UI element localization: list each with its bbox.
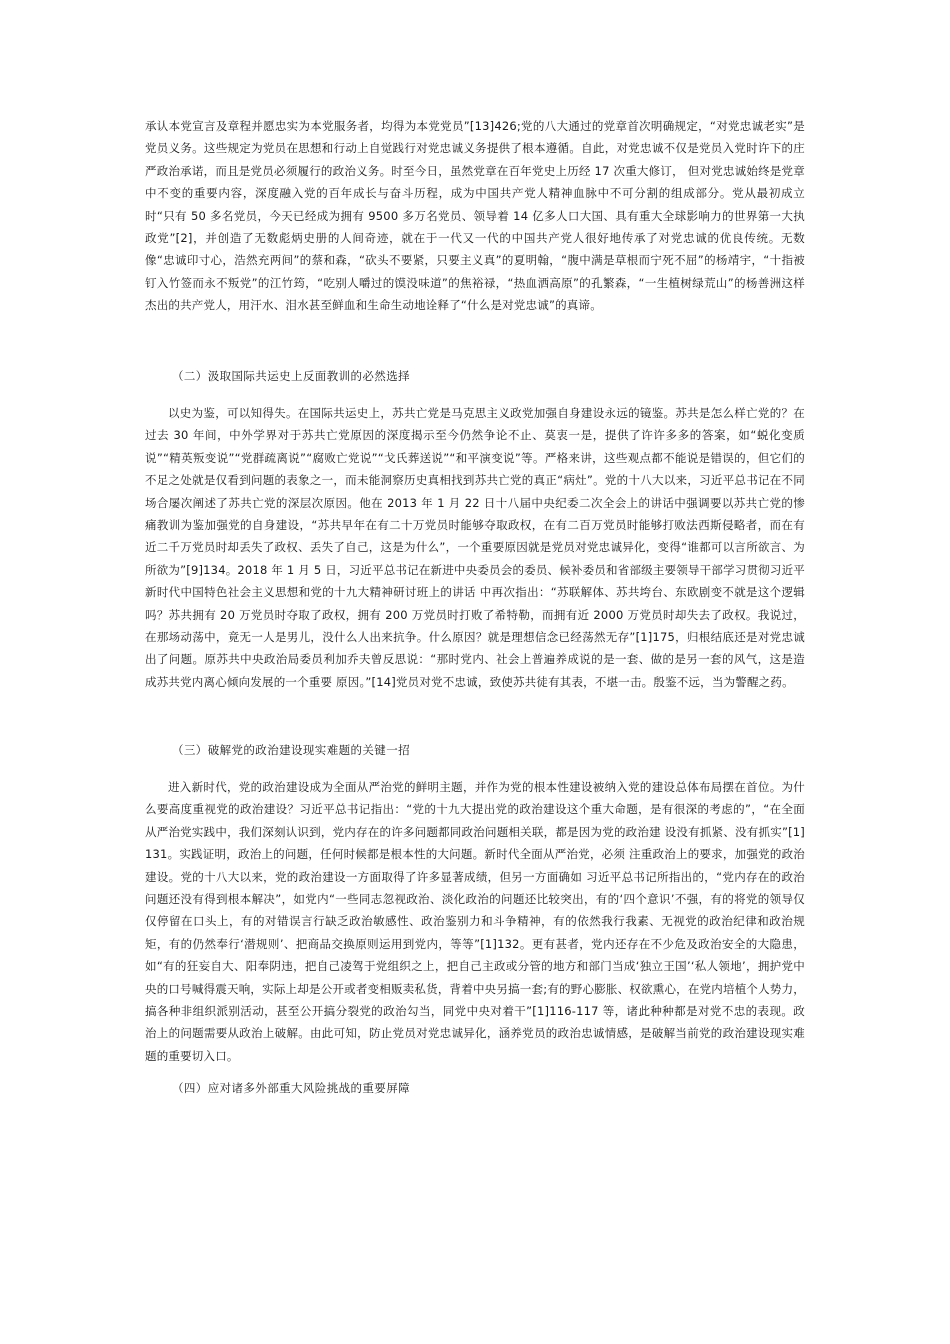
body-paragraph: 以史为鉴，可以知得失。在国际共运史上，苏共亡党是马克思主义政党加强自身建设永远的镜鉴。苏共是怎么样亡党的？在过去 30 年间，中外学界对于苏共亡党原因的深度揭示至今仍然争论不止、莫衷一是，提供了许许多多的答案，如“蜕化变质说”“精英叛变说”“党群疏离说”“腐败亡党说”“戈氏葬送说”“和平演变说”等。严格来讲，这些观点都不能说是错误的，但它们的不足之处就是仅看到问题的表象之一，而未能洞察历史真相找到苏共亡党的真正“病灶”。党的十八大以来，习近平总书记在不同场合屡次阐述了苏共亡党的深层次原因。他在 2013 年 1 月 22 日十八届中央纪委二次全会上的讲话中强调要以苏共亡党的惨痛教训为鉴加强党的自身建设，“苏共早年在有二十万党员时能够夺取政权，在有二百万党员时能够打败法西斯侵略者，而在有近二千万党员时却丢失了政权、丢失了自己，这是为什么”，一个重要原因就是党员对党忠诚异化，变得“谁都可以言所欲言、为所欲为”[9]134。2018 年 1 月 5 日，习近平总书记在新进中央委员会的委员、候补委员和省部级主要领导干部学习贯彻习近平新时代中国特色社会主义思想和党的十九大精神研讨班上的讲话 中再次指出：“苏联解体、苏共垮台、东欧剧变不就是这个逻辑吗？苏共拥有 20 万党员时夺取了政权，拥有 200 万党员时打败了希特勒，而拥有近 2000 万党员时却失去了政权。我说过，在那场动荡中，竟无一人是男儿，没什么人出来抗争。什么原因？就是理想信念已经荡然无存”[1]175，归根结底还是对党忠诚出了问题。原苏共中央政治局委员利加乔夫曾反思说：“那时党内、社会上普遍养成说的是一套、做的是另一套的风气，这是造成苏共党内离心倾向发展的一个重要 原因。”[14]党员对党不忠诚，致使苏共徒有其表，不堪一击。殷鉴不远，当为警醒之药。 xyxy=(145,406,805,689)
body-paragraph: 承认本党宣言及章程并愿忠实为本党服务者，均得为本党党员”[13]426;党的八大通过的党章首次明确规定，“对党忠诚老实”是党员义务。这些规定为党员在思想和行动上自觉践行对党忠诚义务提供了根本遵循。自此，对党忠诚不仅是党员入党时许下的庄严政治承诺，而且是党员必须履行的政治义务。时至今日，虽然党章在百年党史上历经 17 次重大修订， 但对党忠诚始终是党章中不变的重要内容，深度融入党的百年成长与奋斗历程，成为中国共产党人精神血脉中不可分割的组成部分。党从最初成立时“只有 50 多名党员，今天已经成为拥有 9500 多万名党员、领导着 14 亿多人口大国、具有重大全球影响力的世界第一大执政党”[2]，并创造了无数彪炳史册的人间奇迹，就在于一代又一代的中国共产党人很好地传承了对党忠诚的优良传统。无数像“忠诚印寸心，浩然充两间”的蔡和森，“砍头不要紧，只要主义真”的夏明翰，“腹中满是草根而宁死不屈”的杨靖宇，“十指被钉入竹签而永不叛党”的江竹筠，“吃别人嚼过的馍没味道”的焦裕禄，“热血洒高原”的孔繁森，“一生植树绿荒山”的杨善洲这样杰出的共产党人，用汗水、泪水甚至鲜血和生命生动地诠释了“什么是对党忠诚”的真谛。 xyxy=(145,119,805,313)
body-paragraph: 进入新时代，党的政治建设成为全面从严治党的鲜明主题，并作为党的根本性建设被纳入党的建设总体布局摆在首位。为什么要高度重视党的政治建设？习近平总书记指出：“党的十九大提出党的政治建设这个重大命题，是有很深的考虑的”，“在全面从严治党实践中，我们深刻认识到，党内存在的许多问题都同政治问题相关联，都是因为党的政治建 设没有抓紧、没有抓实”[1]131。实践证明，政治上的问题，任何时候都是根本性的大问题。新时代全面从严治党，必须 注重政治上的要求，加强党的政治建设。党的十八大以来，党的政治建设一方面取得了许多显著成绩，但另一方面确如 习近平总书记所指出的，“党内存在的政治问题还没有得到根本解决”，如党内“一些同志忽视政治、淡化政治的问题还比较突出，有的‘四个意识’不强，有的将党的领导仅仅停留在口头上，有的对错误言行缺乏政治敏感性、政治鉴别力和斗争精神，有的依然我行我素、无视党的政治纪律和政治规矩，有的仍然奉行‘潜规则’、把商品交换原则运用到党内，等等”[1]132。更有甚者，党内还存在不少危及政治安全的大隐患，如“有的狂妄自大、阳奉阴违，把自己凌驾于党组织之上，把自己主政或分管的地方和部门当成‘独立王国’‘私人领地’，拥护党中央的口号喊得震天响，实际上却是公开或者变相贩卖私货，背着中央另搞一套;有的野心膨胀、权欲熏心，在党内培植个人势力，搞各种非组织派别活动，甚至公开搞分裂党的政治勾当，同党中央对着干”[1]116-117 等，诸此种种都是对党不忠的表现。政治上的问题需要从政治上破解。由此可知，防止党员对党忠诚异化，涵养党员的政治忠诚情感，是破解当前党的政治建设现实难题的重要切入口。 xyxy=(145,780,805,1063)
section-heading: （四）应对诸多外部重大风险挑战的重要屏障 xyxy=(172,1081,410,1095)
section-heading: （三）破解党的政治建设现实难题的关键一招 xyxy=(172,743,410,757)
section-heading: （二）汲取国际共运史上反面教训的必然选择 xyxy=(172,369,410,383)
